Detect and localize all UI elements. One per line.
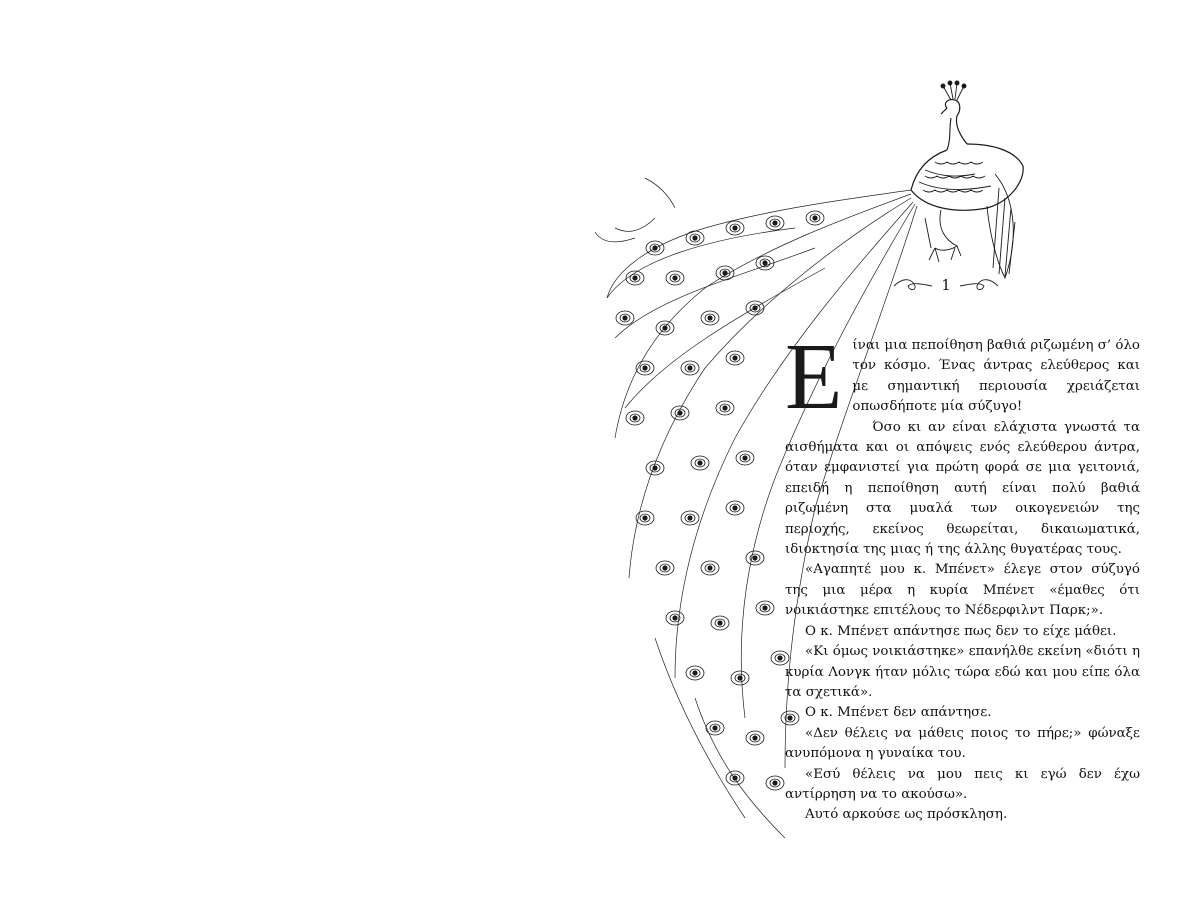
paragraph: Ο κ. Μπένετ απάντησε πως δεν το είχε μάθει.	[805, 623, 1117, 639]
paragraph: Ο κ. Μπένετ δεν απάντησε.	[805, 705, 992, 721]
left-page	[0, 0, 601, 900]
paragraph: «Δεν θέλεις να μάθεις ποιος το πήρε;» φώναξε ανυπόμονα η γυναίκα του.	[785, 725, 1140, 762]
chapter-number: 1	[941, 276, 951, 294]
drop-cap: Ε	[785, 325, 843, 429]
paragraph: Αυτό αρκούσε ως πρόσκληση.	[805, 807, 1008, 823]
paragraph: «Εσύ θέλεις να μου πεις κι εγώ δεν έχω αντίρρηση να το ακούσω».	[785, 766, 1140, 802]
paragraph: Όσο κι αν είναι ελάχιστα γνωστά τα αισθήματα και οι απόψεις ενός ελεύθερου άντρα, όταν εμφανιστεί για πρώτη φορά σε μια γειτονιά, επειδή η πεποίθηση αυτή είναι πολύ βαθιά ριζωμένη στα μυαλά των οικογενειών της περιοχής, εκείνος θεωρείται, δικαιωματικά, ιδιοκτησία της μιας ή της άλλης θυγατέρας τους.	[785, 419, 1140, 558]
crest	[941, 81, 966, 100]
paragraph: ίναι μια πεποίθηση βαθιά ριζωμένη σ’ όλο τον κόσμο. Ένας άντρας ελεύθερος και με σημαντική περιουσία χρειάζεται οπωσδήποτε μία σύζυγο!	[852, 338, 1140, 415]
chapter-heading	[892, 274, 1000, 296]
paragraph: «Κι όμως νοικιάστηκε» επανήλθε εκείνη «διότι η κυρία Λονγκ ήταν μόλις τώρα εδώ και μου είπε όλα τα σχετικά».	[785, 644, 1140, 700]
paragraph: «Αγαπητέ μου κ. Μπένετ» έλεγε στον σύζυγό της μια μέρα η κυρία Μπένετ «έμαθες ότι νοικιάστηκε επιτέλους το Νέδερφιλντ Παρκ;».	[785, 562, 1140, 619]
chapter-text	[785, 325, 1140, 826]
